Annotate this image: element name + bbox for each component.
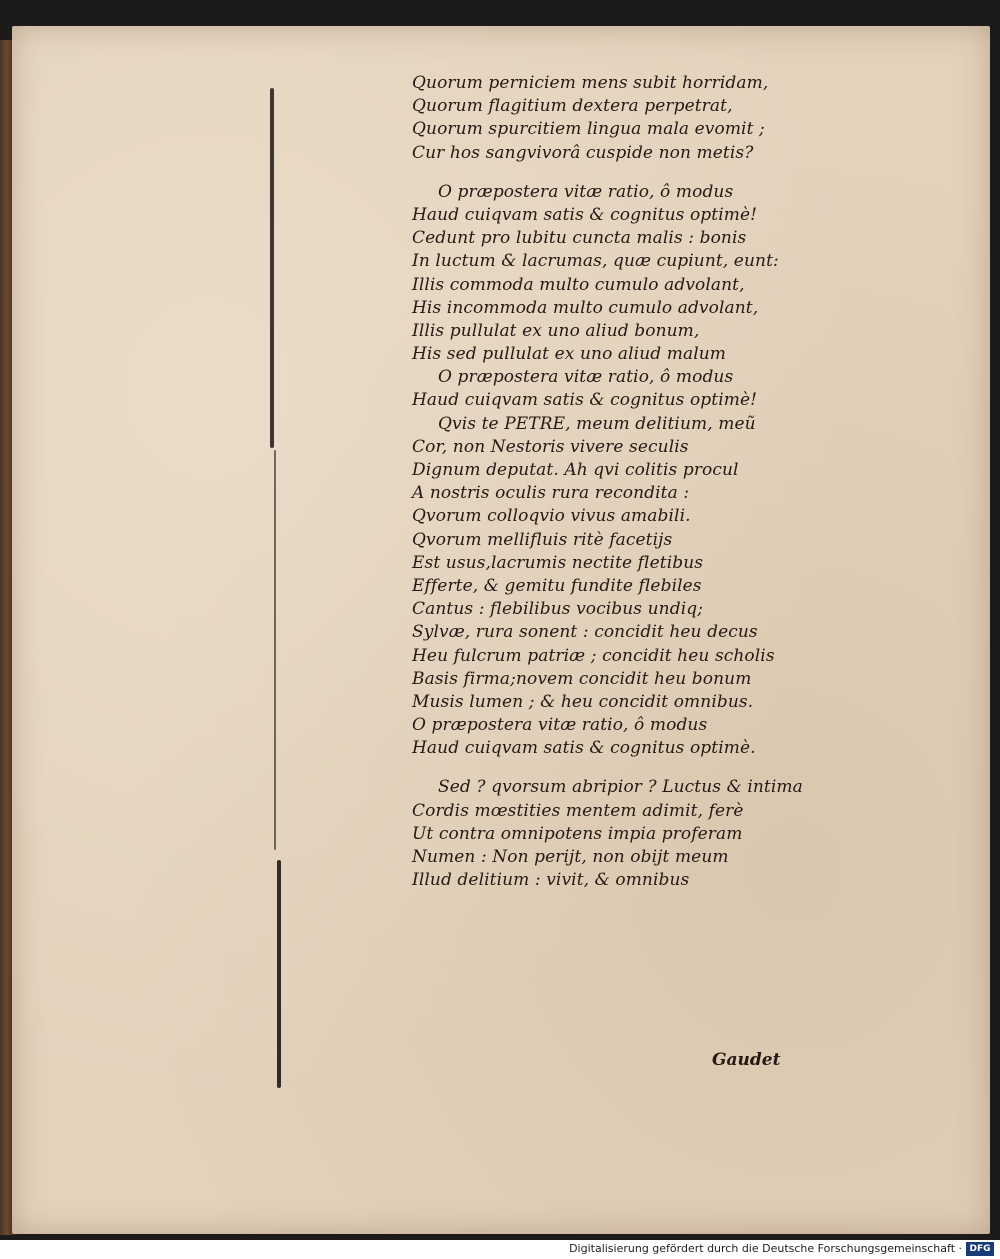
stanza-2 (412, 181, 832, 761)
verse-line: His sed pullulat ex uno aliud malum (412, 344, 727, 365)
footer-bar (0, 1240, 1000, 1259)
verse-line: Quorum flagitium dextera perpetrat, (412, 96, 733, 117)
gutter-shadow-line (270, 88, 274, 448)
funding-credit: Digitalisierung gefördert durch die Deutsche Forschungsgemeinschaft · (569, 1242, 962, 1255)
verse-line: His incommoda multo cumulo advolant, (412, 297, 759, 318)
verse-line: Cordis mœstities mentem adimit, ferè (412, 800, 744, 821)
verse-line: Numen : Non perijt, non obijt meum (412, 847, 729, 867)
verse-line: Haud cuiqvam satis & cognitus optimè! (412, 204, 758, 225)
verse-line: Sed ? qvorsum abripior ? Luctus & intima (438, 777, 803, 798)
verse-line: O præpostera vitæ ratio, ô modus (438, 181, 734, 202)
verse-line: Sylvæ, rura sonent : concidit heu decus (412, 622, 758, 643)
verse-line: Dignum deputat. Ah qvi colitis procul (412, 460, 739, 480)
verse-line: Cedunt pro lubitu cuncta malis : bonis (412, 228, 747, 249)
verse-line: Efferte, & gemitu fundite flebiles (412, 575, 702, 596)
verse-line: Basis firma;novem concidit heu bonum (412, 668, 752, 689)
verse-line: Illis pullulat ex uno aliud bonum, (412, 320, 700, 341)
stanza-3 (412, 776, 832, 892)
dfg-logo-icon: DFG (966, 1242, 994, 1256)
verse-line: Haud cuiqvam satis & cognitus optimè. (412, 738, 756, 759)
verse-line: Ut contra omnipotens impia proferam (412, 823, 743, 844)
verse-line: Illis commoda multo cumulo advolant, (412, 274, 745, 295)
stanza-gap (412, 760, 832, 776)
gutter-shadow-line (274, 450, 276, 850)
verse-line: O præpostera vitæ ratio, ô modus (438, 367, 734, 388)
verse-line: Qvis te PETRE, meum delitium, meũ (438, 413, 756, 434)
verse-line: Musis lumen ; & heu concidit omnibus. (412, 691, 754, 712)
verse-line: Cur hos sangvivorâ cuspide non metis? (412, 142, 754, 163)
verse-line: Cantus : flebilibus vocibus undiq; (412, 599, 704, 620)
gutter-shadow-line (277, 860, 281, 1088)
stanza-1 (412, 72, 832, 165)
verse-line: O præpostera vitæ ratio, ô modus (412, 715, 708, 736)
verse-line: In luctum & lacrumas, quæ cupiunt, eunt: (412, 251, 779, 272)
stanza-gap (412, 165, 832, 181)
verse-line: Est usus,lacrumis nectite fletibus (412, 552, 704, 573)
verse-line: Heu fulcrum patriæ ; concidit heu scholis (412, 645, 775, 666)
verse-line: Qvorum colloqvio vivus amabili. (412, 506, 691, 527)
verse-line: Quorum spurcitiem lingua mala evomit ; (412, 119, 765, 140)
verse-line: Qvorum mellifluis ritè facetijs (412, 529, 673, 550)
verse-line: A nostris oculis rura recondita : (412, 483, 690, 504)
verse-line: Quorum perniciem mens subit horridam, (412, 73, 769, 93)
verse-line: Haud cuiqvam satis & cognitus optimè! (412, 390, 758, 411)
catchword: Gaudet (712, 1050, 781, 1070)
poem-text (412, 72, 832, 892)
verse-line: Cor, non Nestoris vivere seculis (412, 436, 689, 457)
verse-line: Illud delitium : vivit, & omnibus (412, 870, 690, 891)
